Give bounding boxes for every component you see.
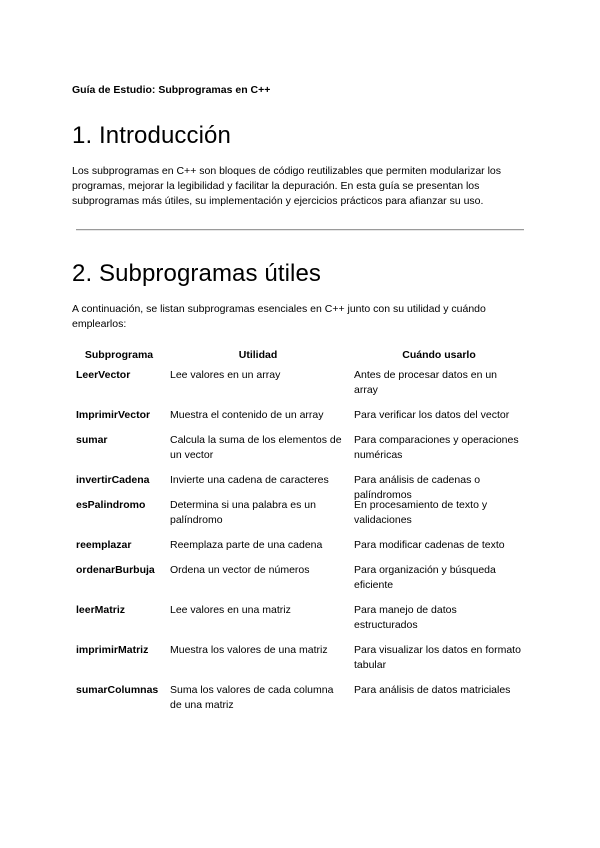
column-header-when: Cuándo usarlo xyxy=(402,349,476,361)
utility-cell: Calcula la suma de los elementos de un vector xyxy=(170,434,342,461)
when-to-use-cell: Para análisis de datos matriciales xyxy=(354,684,511,696)
table-row xyxy=(72,408,528,433)
table-header-row xyxy=(72,346,528,368)
utility-cell: Suma los valores de cada columna de una matriz xyxy=(170,684,334,711)
utility-cell: Determina si una palabra es un palíndromo xyxy=(170,499,316,526)
subprogram-name-cell: imprimirMatriz xyxy=(76,644,149,656)
document-title: Guía de Estudio: Subprogramas en C++ xyxy=(72,84,271,96)
subprogram-name-cell: invertirCadena xyxy=(76,474,150,486)
introduction-paragraph: Los subprogramas en C++ son bloques de código reutilizables que permiten modularizar los programas, mejorar la legibilidad y facilitar la depuración. En esta guía se presentan los subprogramas más útiles, su implementación y ejercicios prácticos para afianzar su uso. xyxy=(72,165,501,207)
when-to-use-cell: Para verificar los datos del vector xyxy=(354,409,510,421)
when-to-use-cell: Antes de procesar datos en un array xyxy=(354,369,498,396)
when-to-use-cell: Para comparaciones y operaciones numéricas xyxy=(354,434,519,461)
table-row xyxy=(72,473,528,501)
when-to-use-cell: Para visualizar los datos en formato tabular xyxy=(354,644,521,671)
column-header-subprogram: Subprograma xyxy=(84,349,154,361)
section-heading-useful-subprograms: 2. Subprogramas útiles xyxy=(72,260,321,287)
subprogram-name-cell: sumar xyxy=(76,434,108,446)
utility-cell: Reemplaza parte de una cadena xyxy=(170,539,323,551)
table-row xyxy=(72,683,528,723)
when-to-use-cell: Para organización y búsqueda eficiente xyxy=(354,564,496,591)
table-row xyxy=(72,603,528,643)
table-row xyxy=(72,563,528,603)
utility-cell: Lee valores en un array xyxy=(170,369,281,381)
when-to-use-cell: En procesamiento de texto y validaciones xyxy=(354,499,488,526)
table-row xyxy=(72,433,528,473)
table-body xyxy=(72,368,528,723)
subprogram-name-cell: reemplazar xyxy=(76,539,132,551)
table-row xyxy=(72,643,528,683)
horizontal-divider xyxy=(76,229,524,231)
table-row xyxy=(72,538,528,563)
subprogram-name-cell: ImprimirVector xyxy=(76,409,151,421)
table-row xyxy=(72,498,528,538)
subprogram-name-cell: LeerVector xyxy=(76,369,131,381)
subprogram-name-cell: esPalindromo xyxy=(76,499,146,511)
subprogram-name-cell: sumarColumnas xyxy=(76,684,159,696)
table-row xyxy=(72,368,528,408)
useful-subprograms-paragraph: A continuación, se listan subprogramas esenciales en C++ junto con su utilidad y cuándo emplearlos: xyxy=(72,303,486,330)
subprogram-name-cell: leerMatriz xyxy=(76,604,126,616)
section-heading-introduction: 1. Introducción xyxy=(72,122,231,149)
subprograms-table xyxy=(72,346,528,723)
utility-cell: Lee valores en una matriz xyxy=(170,604,291,616)
utility-cell: Ordena un vector de números xyxy=(170,564,310,576)
when-to-use-cell: Para manejo de datos estructurados xyxy=(354,604,457,631)
utility-cell: Invierte una cadena de caracteres xyxy=(170,474,329,486)
subprogram-name-cell: ordenarBurbuja xyxy=(76,564,155,576)
column-header-utility: Utilidad xyxy=(238,349,278,361)
utility-cell: Muestra el contenido de un array xyxy=(170,409,324,421)
when-to-use-cell: Para análisis de cadenas o palíndromos xyxy=(354,474,481,501)
utility-cell: Muestra los valores de una matriz xyxy=(170,644,328,656)
when-to-use-cell: Para modificar cadenas de texto xyxy=(354,539,505,551)
